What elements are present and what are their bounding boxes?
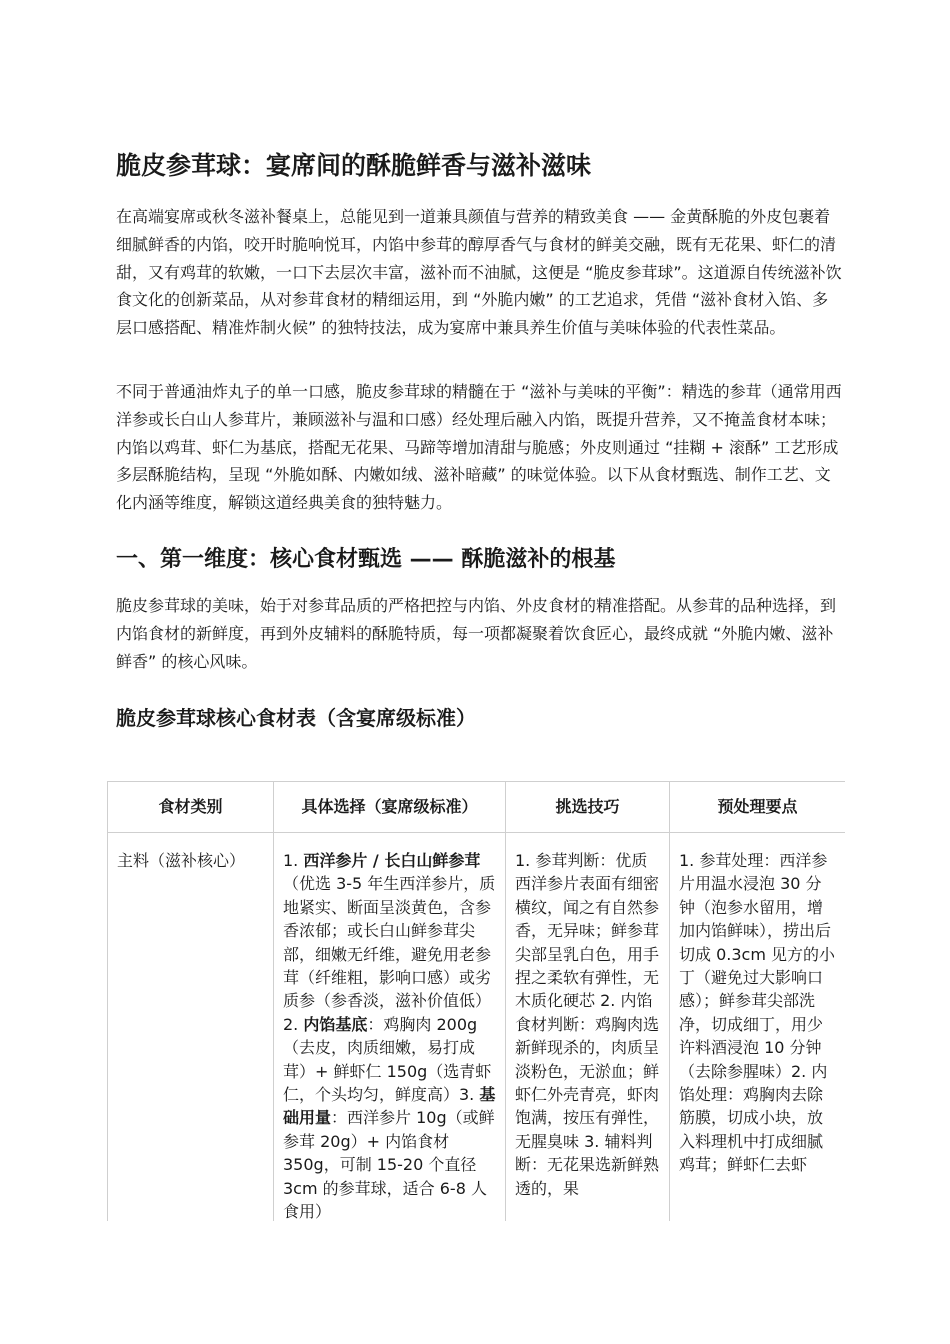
- header-category: 食材类别: [108, 782, 274, 833]
- selection-text-4: ：西洋参片 10g（或鲜参茸 20g）+ 内馅食材 350g，可制 15-20 个直径 3cm 的参茸球，适合 6-8 人食用）: [283, 1108, 495, 1221]
- selection-text-1: 1.: [283, 851, 304, 870]
- selection-bold-2: 内馅基底: [303, 1014, 368, 1034]
- ingredients-table: [107, 781, 845, 1221]
- selection-bold-3: 基础用量: [283, 1085, 496, 1128]
- intro-paragraph-2: 不同于普通油炸丸子的单一口感，脆皮参茸球的精髓在于 “滋补与美味的平衡”：精选的参茸（通常用西洋参或长白山人参茸片，兼顾滋补与温和口感）经处理后融入内馅，既提升营养，又不掩盖食材本味；内馅以鸡茸、虾仁为基底，搭配无花果、马蹄等增加清甜与脆感；外皮则通过 “挂糊 + 滚酥” 工艺形成多层酥脆结构，呈现 “外脆如酥、内嫩如绒、滋补暗藏” 的味觉体验。以下从食材甄选、制作工艺、文化内涵等维度，解锁这道经典美食的独特魅力。: [116, 382, 842, 513]
- cell-prep: 1. 参茸处理：西洋参片用温水浸泡 30 分钟（泡参水留用，增加内馅鲜味），捞出后切成 0.3cm 见方的小丁（避免过大影响口感）；鲜参茸尖部洗净，切成细丁，用少许料酒浸泡 10 分钟（去除参腥味）2. 内馅处理：鸡胸肉去除筋膜，切成小块，放入料理机中打成细腻鸡茸；鲜虾仁去虾: [670, 833, 846, 1222]
- cell-selection: [274, 833, 506, 1222]
- table-row: [108, 833, 846, 1222]
- table-heading: 脆皮参茸球核心食材表（含宴席级标准）: [116, 706, 476, 730]
- cell-category: 主料（滋补核心）: [108, 833, 274, 1222]
- section-heading: 一、第一维度：核心食材甄选 —— 酥脆滋补的根基: [116, 547, 616, 572]
- selection-text-2: （优选 3-5 年生西洋参片，质地紧实、断面呈淡黄色，含参香浓郁；或长白山鲜参茸尖部，细嫩无纤维，避免用老参茸（纤维粗，影响口感）或劣质参（参香淡，滋补价值低）2.: [283, 874, 496, 1034]
- ingredients-table-container: [107, 781, 845, 1221]
- page-title: 脆皮参茸球：宴席间的酥脆鲜香与滋补滋味: [116, 151, 592, 180]
- table-header-row: [108, 782, 846, 833]
- header-tips: 挑选技巧: [506, 782, 670, 833]
- header-prep: 预处理要点: [670, 782, 846, 833]
- header-selection: 具体选择（宴席级标准）: [274, 782, 506, 833]
- selection-text-3: ：鸡胸肉 200g（去皮，肉质细嫩，易打成茸）+ 鲜虾仁 150g（选青虾仁，个头均匀，鲜度高）3.: [283, 1014, 492, 1105]
- cell-tips: 1. 参茸判断：优质西洋参片表面有细密横纹，闻之有自然参香，无异味；鲜参茸尖部呈乳白色，用手捏之柔软有弹性，无木质化硬芯 2. 内馅食材判断：鸡胸肉选新鲜现杀的，肉质呈淡粉色，无淤血；鲜虾仁外壳青亮，虾肉饱满，按压有弹性，无腥臭味 3. 辅料判断：无花果选新鲜熟透的，果: [506, 833, 670, 1222]
- section-paragraph: 脆皮参茸球的美味，始于对参茸品质的严格把控与内馅、外皮食材的精准搭配。从参茸的品种选择，到内馅食材的新鲜度，再到外皮辅料的酥脆特质，每一项都凝聚着饮食匠心，最终成就 “外脆内嫩、滋补鲜香” 的核心风味。: [116, 596, 837, 671]
- selection-bold-1: 西洋参片 / 长白山鲜参茸: [303, 851, 481, 870]
- intro-paragraph-1: 在高端宴席或秋冬滋补餐桌上，总能见到一道兼具颜值与营养的精致美食 —— 金黄酥脆的外皮包裹着细腻鲜香的内馅，咬开时脆响悦耳，内馅中参茸的醇厚香气与食材的鲜美交融，既有无花果、虾仁的清甜，又有鸡茸的软嫩，一口下去层次丰富，滋补而不油腻，这便是 “脆皮参茸球”。这道源自传统滋补饮食文化的创新菜品，从对参茸食材的精细运用，到 “外脆内嫩” 的工艺追求，凭借 “滋补食材入馅、多层口感搭配、精准炸制火候” 的独特技法，成为宴席中兼具养生价值与美味体验的代表性菜品。: [116, 207, 842, 338]
